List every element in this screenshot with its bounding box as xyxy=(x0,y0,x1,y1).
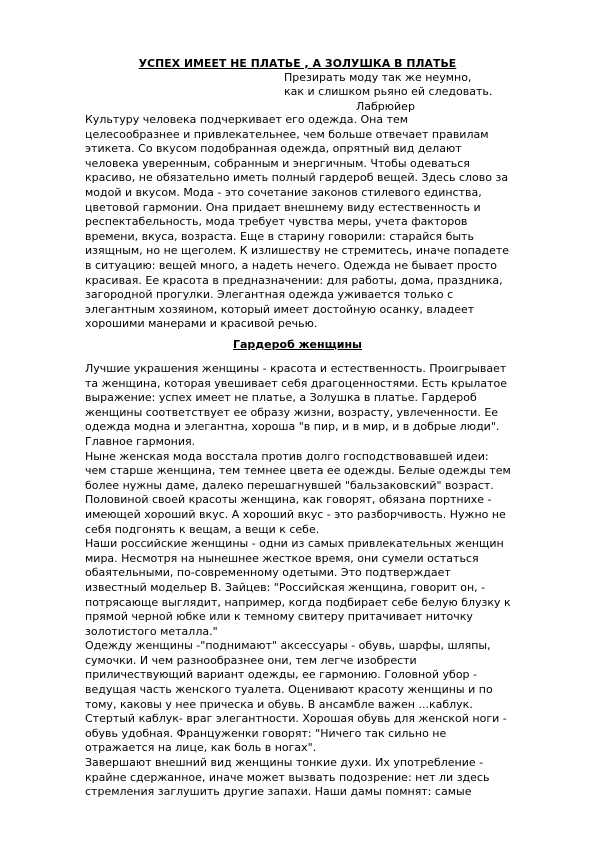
body-section-culture xyxy=(85,113,555,332)
text-line: золотистого металла." xyxy=(85,624,218,638)
document-title: УСПЕХ ИМЕЕТ НЕ ПЛАТЬЕ , А ЗОЛУШКА В ПЛАТЬЕ xyxy=(138,57,457,70)
text-line: Завершают внешний вид женщины тонкие духи. Их употребление - xyxy=(85,756,484,770)
text-line: имеющей хороший вкус. А хороший вкус - это разборчивость. Нужно не xyxy=(85,507,506,521)
text-line: мира. Несмотря на нынешнее жесткое время, они сумели остаться xyxy=(85,551,479,565)
text-line: сумочки. И чем разнообразнее они, тем легче изобрести xyxy=(85,653,417,667)
text-line: обувь удобная. Француженки говорят: "Ничего так сильно не xyxy=(85,726,447,740)
text-line: Культуру человека подчеркивает его одежда. Она тем xyxy=(85,113,409,126)
text-line: выражение: успех имеет не платье, а Золушка в платье. Гардероб xyxy=(85,391,477,405)
text-line: целесообразнее и привлекательнее, чем больше отвечает правилам xyxy=(85,127,489,141)
text-line: крайне сдержанное, иначе может вызвать подозрение: нет ли здесь xyxy=(85,770,490,784)
text-line: ведущая часть женского туалета. Оценивают красоту женщины и по xyxy=(85,683,493,697)
text-line: потрясающе выглядит, например, когда подбирает себе белую блузку к xyxy=(85,595,511,609)
text-line: человека уверенным, собранным и энергичным. Чтобы одеваться xyxy=(85,156,470,170)
text-line: Лучшие украшения женщины - красота и естественность. Проигрывает xyxy=(85,362,507,375)
text-line: одежда модна и элегантна, хороша "в пир, и в мир, и в добрые люди". xyxy=(85,420,500,434)
text-line: отражается на лице, как боль в ногах". xyxy=(85,741,317,755)
text-line: красивая. Ее красота в предназначении: для работы, дома, праздника, xyxy=(85,273,503,287)
text-line: чем старше женщина, тем темнее цвета ее одежды. Белые одежды тем xyxy=(85,464,511,478)
text-line: прямой черной юбке или к темному свитеру притачивает ниточку xyxy=(85,610,473,624)
text-line: более нужны даме, далеко перешагнувшей "бальзаковский" возраст. xyxy=(85,478,494,492)
text-line: цветовой гармонии. Она придает внешнему виду естественность и xyxy=(85,200,481,214)
text-line: стремления заглушить другие запахи. Наши дамы помнят: самые xyxy=(85,785,472,799)
text-line: Наши российские женщины - одни из самых привлекательных женщин xyxy=(85,537,504,551)
epigraph xyxy=(284,71,492,99)
text-line: себя подгонять к вещам, а вещи к себе. xyxy=(85,522,320,536)
text-line: Стертый каблук- враг элегантности. Хорошая обувь для женской ноги - xyxy=(85,712,507,726)
text-line: элегантным хозяином, который имеет достойную осанку, владеет xyxy=(85,302,475,316)
text-line: женщины соответствует ее образу жизни, возрасту, увлеченности. Ее xyxy=(85,405,499,419)
epigraph-line: как и слишком рьяно ей следовать. xyxy=(284,85,493,98)
text-line: та женщина, которая увешивает себя драгоценностями. Есть крылатое xyxy=(85,376,507,390)
text-line: респектабельность, мода требует чувства меры, учета факторов xyxy=(85,215,468,229)
text-line: тому, каковы у нее прическа и обувь. В ансамбле важен ...каблук. xyxy=(85,697,473,711)
text-line: этикета. Со вкусом подобранная одежда, опрятный вид делают xyxy=(85,142,462,156)
text-line: приличествующий вариант одежды, ее гармонию. Головной убор - xyxy=(85,668,477,682)
body-section-wardrobe xyxy=(85,362,555,800)
text-line: хорошими манерами и красивой речью. xyxy=(85,317,318,331)
text-line: в ситуацию: вещей много, а надеть нечего. Одежда не бывает просто xyxy=(85,258,498,272)
text-line: обаятельными, по-современному одетыми. Это подтверждает xyxy=(85,566,451,580)
text-line: модой и вкусом. Мода - это сочетание законов стилевого единства, xyxy=(85,185,482,199)
epigraph-author: Лабрюйер xyxy=(356,100,415,113)
text-line: Главное гармония. xyxy=(85,434,196,448)
text-line: изящным, но не щеголем. К излишеству не стремитесь, иначе попадете xyxy=(85,244,510,258)
text-line: загородной прогулки. Элегантная одежда уживается только с xyxy=(85,288,454,302)
section-heading: Гардероб женщины xyxy=(232,338,362,351)
epigraph-line: Презирать моду так же неумно, xyxy=(284,71,472,84)
text-line: Одежду женщины -"поднимают" аксессуары - обувь, шарфы, шляпы, xyxy=(85,639,491,653)
text-line: времени, вкуса, возраста. Еще в старину говорили: старайся быть xyxy=(85,229,474,243)
text-line: красиво, не обязательно иметь полный гардероб вещей. Здесь слово за xyxy=(85,171,509,185)
text-line: Ныне женская мода восстала против долго господствовавшей идеи: xyxy=(85,449,489,463)
text-line: известный модельер В. Зайцев: "Российская женщина, говорит он, - xyxy=(85,580,486,594)
text-line: Половиной своей красоты женщина, как говорят, обязана портнихе - xyxy=(85,493,492,507)
